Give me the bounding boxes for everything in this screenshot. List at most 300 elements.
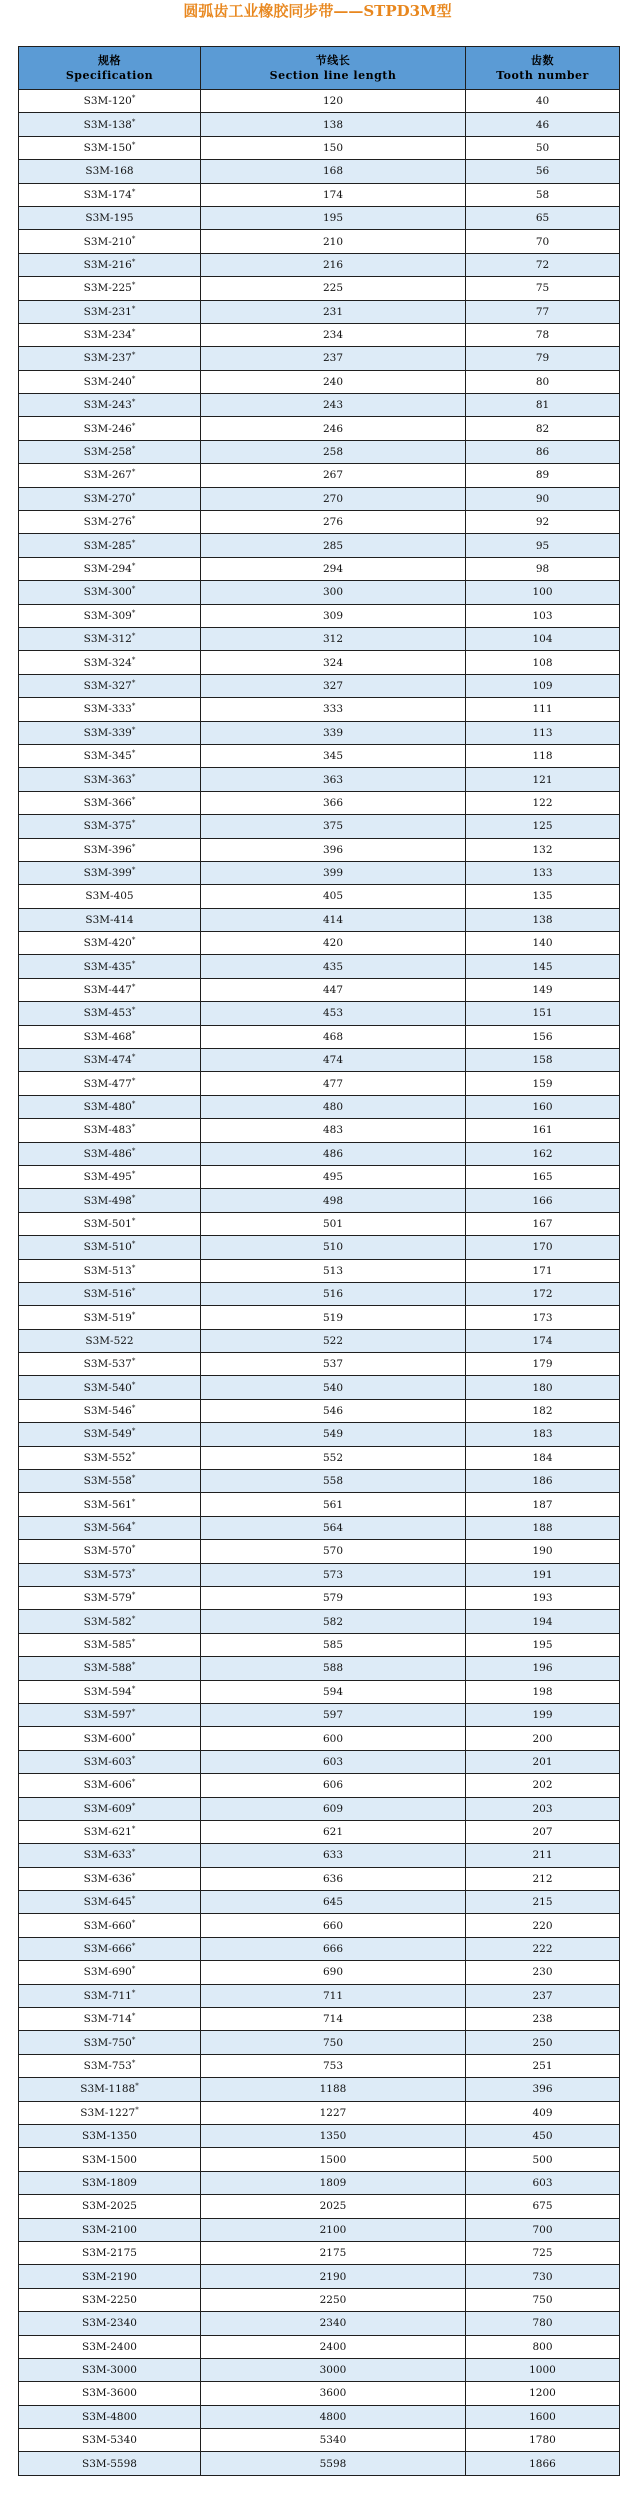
table-row: [19, 534, 620, 557]
cell-section-line-length: 750: [201, 2031, 466, 2054]
cell-tooth-number: 203: [466, 1797, 620, 1820]
cell-specification: [19, 557, 201, 580]
cell-specification: [19, 2312, 201, 2335]
cell-tooth-number: 238: [466, 2008, 620, 2031]
table-row: [19, 885, 620, 908]
table-row: [19, 1165, 620, 1188]
table-row: [19, 394, 620, 417]
cell-tooth-number: 56: [466, 160, 620, 183]
table-row: [19, 1867, 620, 1890]
spec-mark: *: [131, 1661, 136, 1670]
page-title: 圆弧齿工业橡胶同步带——STPD3M型: [183, 2, 452, 20]
cell-section-line-length: 2100: [201, 2218, 466, 2241]
spec-code: S3M-210: [83, 235, 132, 248]
spec-mark: *: [131, 1287, 136, 1296]
cell-tooth-number: 92: [466, 511, 620, 534]
spec-code: S3M-609: [83, 1802, 132, 1815]
cell-tooth-number: 730: [466, 2265, 620, 2288]
cell-tooth-number: 171: [466, 1259, 620, 1282]
cell-section-line-length: 537: [201, 1353, 466, 1376]
cell-tooth-number: 174: [466, 1329, 620, 1352]
spec-code: S3M-1809: [82, 2176, 137, 2189]
cell-specification: [19, 908, 201, 931]
cell-specification: [19, 1493, 201, 1516]
spec-code: S3M-564: [83, 1522, 132, 1535]
table-row: [19, 721, 620, 744]
spec-code: S3M-312: [83, 633, 132, 646]
table-row: [19, 1680, 620, 1703]
cell-tooth-number: 80: [466, 370, 620, 393]
spec-mark: *: [131, 562, 136, 570]
cell-section-line-length: 582: [201, 1610, 466, 1633]
cell-specification: [19, 1703, 201, 1726]
spec-mark: *: [131, 1006, 136, 1015]
spec-mark: *: [131, 1216, 136, 1225]
spec-mark: *: [131, 1123, 136, 1132]
spec-code: S3M-420: [83, 937, 132, 950]
table-row: [19, 1774, 620, 1797]
spec-code: S3M-483: [83, 1124, 132, 1137]
table-row: [19, 2452, 620, 2475]
cell-tooth-number: 135: [466, 885, 620, 908]
spec-code: S3M-5598: [82, 2457, 137, 2470]
spec-code: S3M-690: [83, 1966, 132, 1979]
spec-code: S3M-405: [85, 890, 134, 903]
cell-section-line-length: 270: [201, 487, 466, 510]
spec-mark: *: [131, 772, 136, 781]
cell-specification: [19, 370, 201, 393]
cell-section-line-length: 549: [201, 1423, 466, 1446]
table-row: [19, 1119, 620, 1142]
cell-section-line-length: 414: [201, 908, 466, 931]
cell-tooth-number: 149: [466, 978, 620, 1001]
spec-code: S3M-216: [83, 258, 132, 271]
cell-tooth-number: 100: [466, 581, 620, 604]
cell-section-line-length: 2400: [201, 2335, 466, 2358]
cell-tooth-number: 675: [466, 2195, 620, 2218]
spec-code: S3M-597: [83, 1709, 132, 1722]
cell-specification: [19, 1563, 201, 1586]
spec-mark: *: [131, 1942, 136, 1951]
cell-tooth-number: 201: [466, 1750, 620, 1773]
spec-code: S3M-2340: [82, 2317, 137, 2330]
spec-code: S3M-240: [83, 375, 132, 388]
table-row: [19, 581, 620, 604]
cell-specification: [19, 1049, 201, 1072]
cell-specification: [19, 1797, 201, 1820]
table-body: [19, 90, 620, 2476]
cell-specification: [19, 698, 201, 721]
cell-tooth-number: 90: [466, 487, 620, 510]
spec-code: S3M-3000: [82, 2364, 137, 2377]
spec-code: S3M-522: [85, 1334, 134, 1347]
cell-specification: [19, 2124, 201, 2147]
table-row: [19, 1236, 620, 1259]
cell-tooth-number: 207: [466, 1820, 620, 1843]
spec-code: S3M-345: [83, 750, 132, 763]
cell-tooth-number: 166: [466, 1189, 620, 1212]
spec-code: S3M-435: [83, 960, 132, 973]
spec-mark: *: [131, 1146, 136, 1155]
cell-tooth-number: 113: [466, 721, 620, 744]
header-tooth-number: [466, 47, 620, 90]
spec-code: S3M-600: [83, 1732, 132, 1745]
cell-tooth-number: 409: [466, 2101, 620, 2124]
cell-tooth-number: 82: [466, 417, 620, 440]
spec-code: S3M-2175: [82, 2247, 137, 2260]
table-row: [19, 1329, 620, 1352]
cell-section-line-length: 234: [201, 323, 466, 346]
cell-section-line-length: 366: [201, 791, 466, 814]
spec-code: S3M-396: [83, 843, 132, 856]
spec-code: S3M-276: [83, 516, 132, 529]
cell-section-line-length: 474: [201, 1049, 466, 1072]
cell-section-line-length: 561: [201, 1493, 466, 1516]
cell-tooth-number: 167: [466, 1212, 620, 1235]
cell-tooth-number: 77: [466, 300, 620, 323]
table-row: [19, 370, 620, 393]
table-row: [19, 1353, 620, 1376]
cell-section-line-length: 276: [201, 511, 466, 534]
table-header: [19, 47, 620, 90]
spec-mark: *: [131, 678, 136, 687]
cell-section-line-length: 570: [201, 1540, 466, 1563]
cell-section-line-length: 513: [201, 1259, 466, 1282]
cell-tooth-number: 222: [466, 1937, 620, 1960]
table-row: [19, 1820, 620, 1843]
spec-code: S3M-645: [83, 1896, 132, 1909]
spec-mark: *: [131, 1450, 136, 1459]
spec-code: S3M-636: [83, 1872, 132, 1885]
table-row: [19, 136, 620, 159]
spec-mark: *: [131, 1754, 136, 1763]
spec-mark: *: [131, 445, 136, 454]
spec-code: S3M-558: [83, 1475, 132, 1488]
spec-code: S3M-519: [83, 1311, 132, 1324]
table-row: [19, 1399, 620, 1422]
cell-specification: [19, 1820, 201, 1843]
cell-tooth-number: 58: [466, 183, 620, 206]
cell-section-line-length: 483: [201, 1119, 466, 1142]
spec-code: S3M-2025: [82, 2200, 137, 2213]
cell-section-line-length: 2250: [201, 2288, 466, 2311]
cell-section-line-length: 240: [201, 370, 466, 393]
cell-specification: [19, 2195, 201, 2218]
spec-code: S3M-285: [83, 539, 132, 552]
cell-specification: [19, 1423, 201, 1446]
spec-mark: *: [131, 94, 136, 103]
cell-section-line-length: 237: [201, 347, 466, 370]
cell-section-line-length: 231: [201, 300, 466, 323]
cell-specification: [19, 1750, 201, 1773]
cell-section-line-length: 312: [201, 627, 466, 650]
spec-mark: *: [131, 374, 136, 383]
cell-specification: [19, 1095, 201, 1118]
cell-tooth-number: 184: [466, 1446, 620, 1469]
cell-section-line-length: 666: [201, 1937, 466, 1960]
spec-code: S3M-5340: [82, 2434, 137, 2447]
cell-tooth-number: 750: [466, 2288, 620, 2311]
header-section-line-length: [201, 47, 466, 90]
spec-mark: *: [135, 2105, 139, 2114]
cell-tooth-number: 122: [466, 791, 620, 814]
cell-tooth-number: 700: [466, 2218, 620, 2241]
cell-tooth-number: 158: [466, 1049, 620, 1072]
cell-tooth-number: 182: [466, 1399, 620, 1422]
cell-section-line-length: 1227: [201, 2101, 466, 2124]
cell-section-line-length: 3000: [201, 2358, 466, 2381]
spec-mark: *: [131, 468, 136, 477]
cell-specification: [19, 1189, 201, 1212]
cell-tooth-number: 140: [466, 932, 620, 955]
table-row: [19, 1610, 620, 1633]
spec-mark: *: [131, 304, 136, 313]
cell-section-line-length: 546: [201, 1399, 466, 1422]
cell-tooth-number: 190: [466, 1540, 620, 1563]
cell-tooth-number: 72: [466, 253, 620, 276]
spec-code: S3M-3600: [82, 2387, 137, 2400]
cell-tooth-number: 1866: [466, 2452, 620, 2475]
table-row: [19, 2054, 620, 2077]
table-row: [19, 791, 620, 814]
cell-specification: [19, 277, 201, 300]
spec-mark: *: [131, 1591, 136, 1600]
cell-specification: [19, 1329, 201, 1352]
cell-tooth-number: 75: [466, 277, 620, 300]
spec-code: S3M-537: [83, 1358, 132, 1371]
spec-code: S3M-1188: [80, 2083, 136, 2096]
cell-specification: [19, 487, 201, 510]
spec-mark: *: [131, 234, 136, 243]
table-row: [19, 1914, 620, 1937]
cell-specification: [19, 2054, 201, 2077]
spec-mark: *: [131, 1848, 136, 1857]
cell-section-line-length: 2340: [201, 2312, 466, 2335]
cell-specification: [19, 1306, 201, 1329]
table-row: [19, 1984, 620, 2007]
cell-section-line-length: 285: [201, 534, 466, 557]
cell-tooth-number: 198: [466, 1680, 620, 1703]
header-tooth-en: Tooth number: [496, 69, 589, 82]
cell-section-line-length: 498: [201, 1189, 466, 1212]
cell-specification: [19, 1937, 201, 1960]
spec-code: S3M-4800: [82, 2410, 137, 2423]
cell-specification: [19, 1236, 201, 1259]
spec-mark: *: [131, 1988, 136, 1997]
cell-tooth-number: 500: [466, 2148, 620, 2171]
spec-mark: *: [131, 959, 136, 968]
cell-specification: [19, 581, 201, 604]
spec-code: S3M-2100: [82, 2223, 137, 2236]
table-row: [19, 1002, 620, 1025]
cell-tooth-number: 211: [466, 1844, 620, 1867]
spec-mark: *: [131, 398, 136, 407]
table-row: [19, 440, 620, 463]
spec-mark: *: [131, 1521, 136, 1530]
cell-specification: [19, 253, 201, 276]
spec-code: S3M-225: [83, 282, 132, 295]
cell-tooth-number: 196: [466, 1657, 620, 1680]
spec-code: S3M-375: [83, 820, 132, 833]
table-row: [19, 2195, 620, 2218]
table-row: [19, 908, 620, 931]
spec-mark: *: [131, 257, 136, 266]
spec-code: S3M-495: [83, 1171, 132, 1184]
spec-code: S3M-1227: [80, 2106, 136, 2119]
cell-section-line-length: 345: [201, 744, 466, 767]
cell-specification: [19, 2382, 201, 2405]
spec-mark: *: [131, 1240, 136, 1249]
spec-code: S3M-246: [83, 422, 132, 435]
cell-tooth-number: 118: [466, 744, 620, 767]
spec-code: S3M-552: [83, 1451, 132, 1464]
table-row: [19, 698, 620, 721]
spec-code: S3M-324: [83, 656, 132, 669]
cell-tooth-number: 195: [466, 1633, 620, 1656]
table-row: [19, 2171, 620, 2194]
cell-tooth-number: 138: [466, 908, 620, 931]
cell-specification: [19, 1657, 201, 1680]
table-row: [19, 1750, 620, 1773]
table-row: [19, 1797, 620, 1820]
spec-code: S3M-585: [83, 1638, 132, 1651]
cell-section-line-length: 5340: [201, 2429, 466, 2452]
spec-code: S3M-309: [83, 609, 132, 622]
spec-mark: *: [131, 936, 136, 945]
cell-tooth-number: 450: [466, 2124, 620, 2147]
cell-specification: [19, 1727, 201, 1750]
cell-specification: [19, 1587, 201, 1610]
cell-tooth-number: 170: [466, 1236, 620, 1259]
cell-section-line-length: 552: [201, 1446, 466, 1469]
cell-section-line-length: 711: [201, 1984, 466, 2007]
spec-mark: *: [135, 2082, 139, 2091]
cell-tooth-number: 194: [466, 1610, 620, 1633]
cell-specification: [19, 721, 201, 744]
cell-specification: [19, 861, 201, 884]
cell-section-line-length: 660: [201, 1914, 466, 1937]
table-row: [19, 230, 620, 253]
spec-mark: *: [131, 1099, 136, 1108]
spec-mark: *: [131, 1544, 136, 1553]
spec-mark: *: [131, 1263, 136, 1272]
spec-code: S3M-237: [83, 352, 132, 365]
spec-mark: *: [131, 1029, 136, 1038]
cell-specification: [19, 1610, 201, 1633]
cell-section-line-length: 150: [201, 136, 466, 159]
table-row: [19, 1142, 620, 1165]
cell-specification: [19, 2265, 201, 2288]
cell-section-line-length: 621: [201, 1820, 466, 1843]
table-row: [19, 1563, 620, 1586]
table-row: [19, 604, 620, 627]
spec-code: S3M-714: [83, 2013, 132, 2026]
spec-code: S3M-516: [83, 1288, 132, 1301]
cell-specification: [19, 978, 201, 1001]
table-row: [19, 2288, 620, 2311]
cell-tooth-number: 98: [466, 557, 620, 580]
table-row: [19, 1844, 620, 1867]
cell-specification: [19, 1516, 201, 1539]
spec-code: S3M-549: [83, 1428, 132, 1441]
spec-code: S3M-561: [83, 1498, 132, 1511]
cell-section-line-length: 225: [201, 277, 466, 300]
spec-code: S3M-501: [83, 1217, 132, 1230]
cell-section-line-length: 480: [201, 1095, 466, 1118]
cell-tooth-number: 108: [466, 651, 620, 674]
cell-specification: [19, 744, 201, 767]
spec-code: S3M-582: [83, 1615, 132, 1628]
spec-code: S3M-1500: [82, 2153, 137, 2166]
cell-specification: [19, 1072, 201, 1095]
spec-code: S3M-174: [83, 188, 132, 201]
cell-section-line-length: 690: [201, 1961, 466, 1984]
spec-mark: *: [131, 1614, 136, 1623]
cell-tooth-number: 186: [466, 1470, 620, 1493]
table-row: [19, 253, 620, 276]
spec-code: S3M-711: [83, 1989, 132, 2002]
cell-section-line-length: 405: [201, 885, 466, 908]
cell-section-line-length: 1350: [201, 2124, 466, 2147]
cell-section-line-length: 645: [201, 1891, 466, 1914]
spec-mark: *: [131, 515, 136, 524]
table-row: [19, 1516, 620, 1539]
table-row: [19, 1282, 620, 1305]
cell-specification: [19, 1540, 201, 1563]
cell-tooth-number: 725: [466, 2241, 620, 2264]
table-row: [19, 1306, 620, 1329]
spec-code: S3M-579: [83, 1592, 132, 1605]
table-row: [19, 1189, 620, 1212]
cell-specification: [19, 2429, 201, 2452]
cell-specification: [19, 1961, 201, 1984]
table-row: [19, 1095, 620, 1118]
table-row: [19, 2218, 620, 2241]
spec-code: S3M-294: [83, 563, 132, 575]
table-row: [19, 1072, 620, 1095]
cell-specification: [19, 440, 201, 463]
cell-specification: [19, 394, 201, 417]
cell-tooth-number: 121: [466, 768, 620, 791]
cell-tooth-number: 125: [466, 815, 620, 838]
spec-code: S3M-480: [83, 1100, 132, 1113]
cell-section-line-length: 585: [201, 1633, 466, 1656]
cell-tooth-number: 151: [466, 1002, 620, 1025]
cell-specification: [19, 2078, 201, 2101]
spec-code: S3M-267: [83, 469, 132, 482]
spec-code: S3M-573: [83, 1568, 132, 1581]
cell-specification: [19, 674, 201, 697]
table-row: [19, 557, 620, 580]
cell-section-line-length: 600: [201, 1727, 466, 1750]
table-row: [19, 768, 620, 791]
table-row: [19, 2312, 620, 2335]
cell-tooth-number: 132: [466, 838, 620, 861]
cell-specification: [19, 604, 201, 627]
cell-tooth-number: 396: [466, 2078, 620, 2101]
cell-tooth-number: 1600: [466, 2405, 620, 2428]
spec-code: S3M-414: [85, 913, 134, 926]
spec-code: S3M-327: [83, 679, 132, 692]
spec-code: S3M-168: [85, 165, 134, 178]
spec-mark: *: [131, 1825, 136, 1834]
table-row: [19, 1657, 620, 1680]
cell-specification: [19, 1914, 201, 1937]
spec-code: S3M-300: [83, 586, 132, 599]
cell-tooth-number: 79: [466, 347, 620, 370]
table-row: [19, 464, 620, 487]
spec-code: S3M-540: [83, 1381, 132, 1394]
